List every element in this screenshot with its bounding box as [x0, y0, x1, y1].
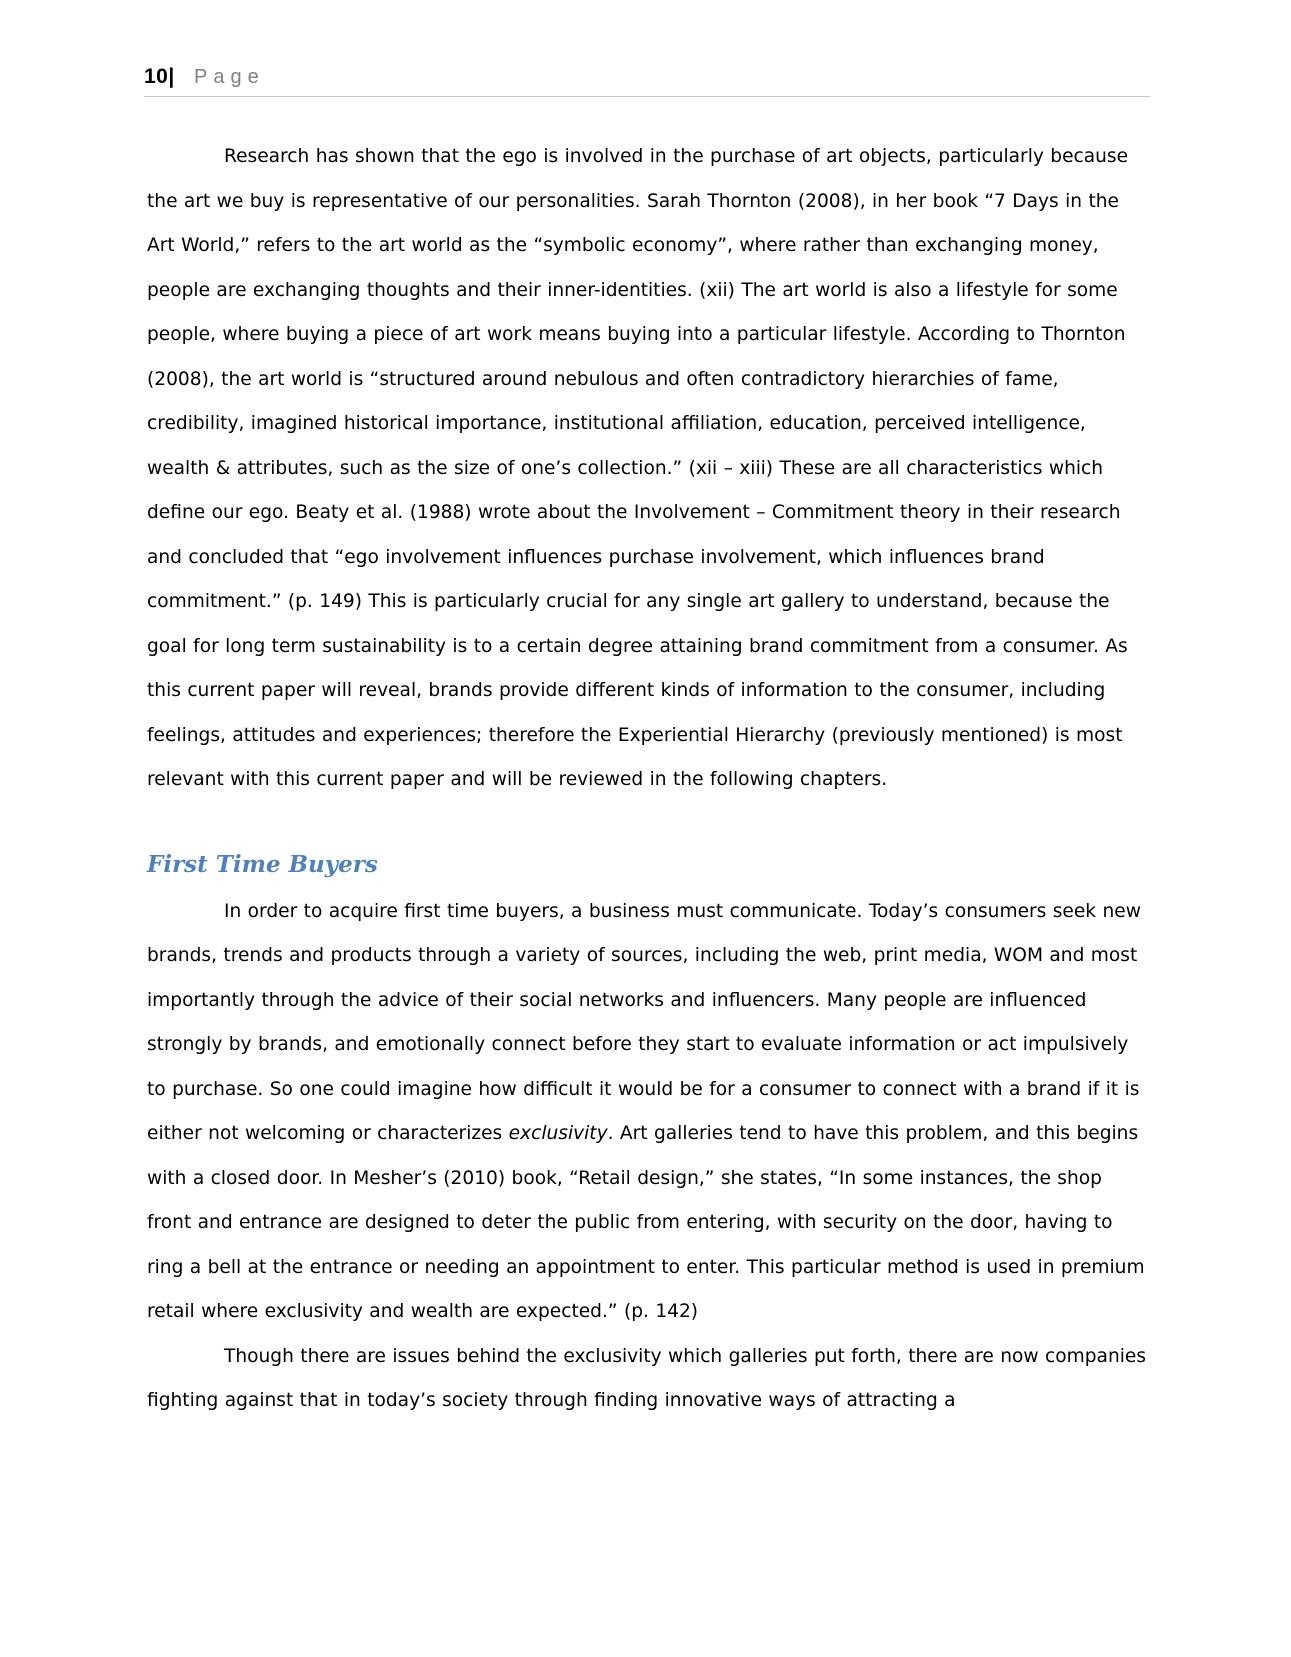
paragraph-first-time-buyers [147, 890, 1150, 1335]
document-body [147, 135, 1150, 1424]
page-label: Page [194, 66, 265, 88]
page-number: 10| [144, 65, 175, 88]
section-heading-first-time-buyers: First Time Buyers [147, 850, 378, 878]
paragraph-exclusivity-issues: Though there are issues behind the exclusivity which galleries put forth, there are now companies fighting against that in today’s society through finding innovative ways of attracting a [147, 1345, 1147, 1411]
paragraph-ego-involvement: Research has shown that the ego is involved in the purchase of art objects, particularly because the art we buy is representative of our personalities. Sarah Thornton (2008), in her book “7 Days in the Art World,” refers to the art world as the “symbolic economy”, where rather than exchanging money, people are exchanging thoughts and their inner-identities. (xii) The art world is also a lifestyle for some people, where buying a piece of art work means buying into a particular lifestyle. According to Thornton (2008), the art world is “structured around nebulous and often contradictory hierarchies of fame, credibility, imagined historical importance, institutional affiliation, education, perceived intelligence, wealth & attributes, such as the size of one’s collection.” (xii – xiii) These are all characteristics which define our ego. Beaty et al. (1988) wrote about the Involvement – Commitment theory in their research and concluded that “ego involvement influences purchase involvement, which influences brand commitment.” (p. 149) This is particularly crucial for any single art gallery to understand, because the goal for long term sustainability is to a certain degree attaining brand commitment from a consumer. As this current paper will reveal, brands provide different kinds of information to the consumer, including feelings, attitudes and experiences; therefore the Experiential Hierarchy (previously mentioned) is most relevant with this current paper and will be reviewed in the following chapters. [147, 146, 1129, 790]
page-header [144, 60, 1150, 97]
emphasized-word: exclusivity [508, 1123, 608, 1144]
paragraph-text-part-1: In order to acquire first time buyers, a business must communicate. Today’s consumers seek new brands, trends and products through a variety of sources, including the web, print media, WOM and most importantly through the advice of their social networks and influencers. Many people are influenced strongly by brands, and emotionally connect before they start to evaluate information or act impulsively to purchase. So one could imagine how difficult it would be for a consumer to connect with a brand if it is either not welcoming or characterizes [147, 900, 1141, 1144]
paragraph-text-part-2: . Art galleries tend to have this problem, and this begins with a closed door. In Mesher’s (2010) book, “Retail design,” she states, “In some instances, the shop front and entrance are designed to deter the public from entering, with security on the door, having to ring a bell at the entrance or needing an appointment to enter. This particular method is used in premium retail where exclusivity and wealth are expected.” (p. 142) [147, 1123, 1145, 1322]
